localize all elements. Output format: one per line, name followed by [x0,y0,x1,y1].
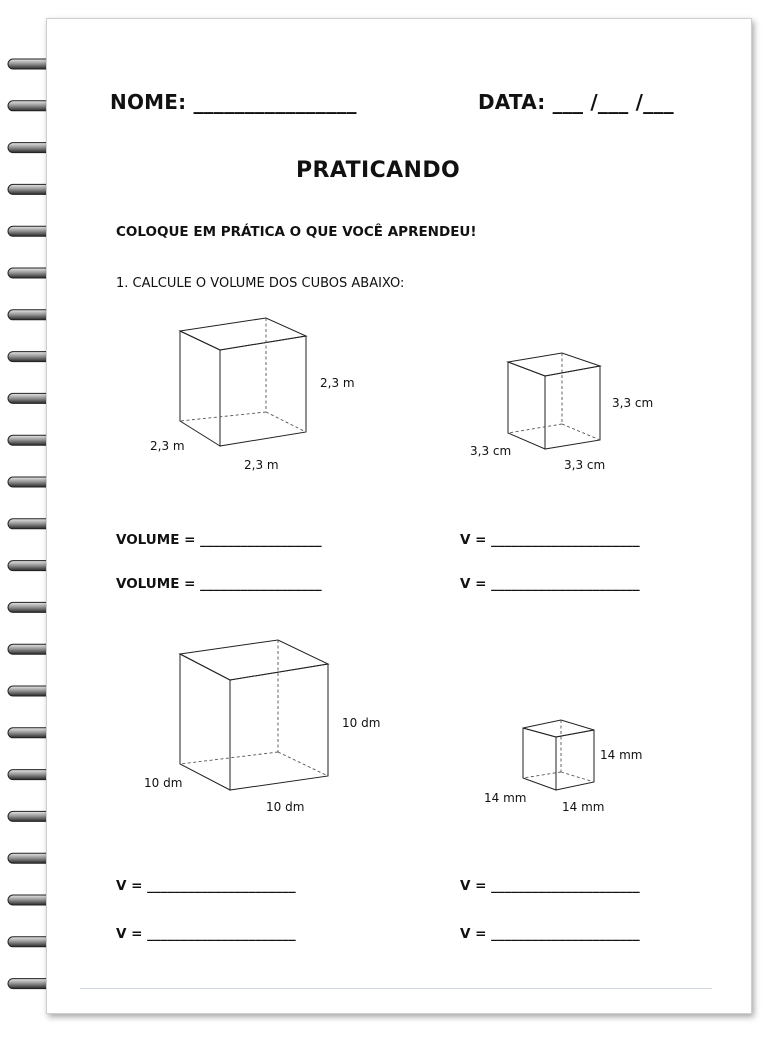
answer-line-3-left[interactable]: V = ______________________ [116,878,296,894]
answer-line-4-right[interactable]: V = ______________________ [460,926,640,942]
cube-2-depth-label: 3,3 cm [470,444,512,458]
cube-2-drawing [500,346,610,456]
cube-3-drawing [170,632,340,802]
cube-1-drawing [170,310,320,460]
bottom-rule [80,988,712,989]
date-field[interactable]: DATA: ___ /___ /___ [478,90,674,114]
answer-line-4-left[interactable]: V = ______________________ [116,926,296,942]
answer-line-3-right[interactable]: V = ______________________ [460,878,640,894]
answer-line-2-right[interactable]: V = ______________________ [460,576,640,592]
cube-4-width-label: 14 mm [562,800,605,814]
cube-4-height-label: 14 mm [600,748,643,762]
cube-4-depth-label: 14 mm [484,791,527,805]
answer-line-2-left[interactable]: VOLUME = __________________ [116,576,322,592]
subtitle: COLOQUE EM PRÁTICA O QUE VOCÊ APRENDEU! [116,224,477,240]
page-title: PRATICANDO [296,158,461,183]
cube-1-depth-label: 2,3 m [150,439,185,453]
name-field[interactable]: NOME: ________________ [110,90,357,114]
cube-1-height-label: 2,3 m [320,376,355,390]
cube-2-height-label: 3,3 cm [612,396,654,410]
cube-2-width-label: 3,3 cm [564,458,606,472]
answer-line-1-right[interactable]: V = ______________________ [460,532,640,548]
cube-3-height-label: 10 dm [342,716,381,730]
cube-4-drawing [516,714,606,794]
answer-line-1-left[interactable]: VOLUME = __________________ [116,532,322,548]
cube-3-depth-label: 10 dm [144,776,183,790]
cube-1-width-label: 2,3 m [244,458,279,472]
question-text: 1. CALCULE O VOLUME DOS CUBOS ABAIXO: [116,276,405,291]
cube-3-width-label: 10 dm [266,800,305,814]
